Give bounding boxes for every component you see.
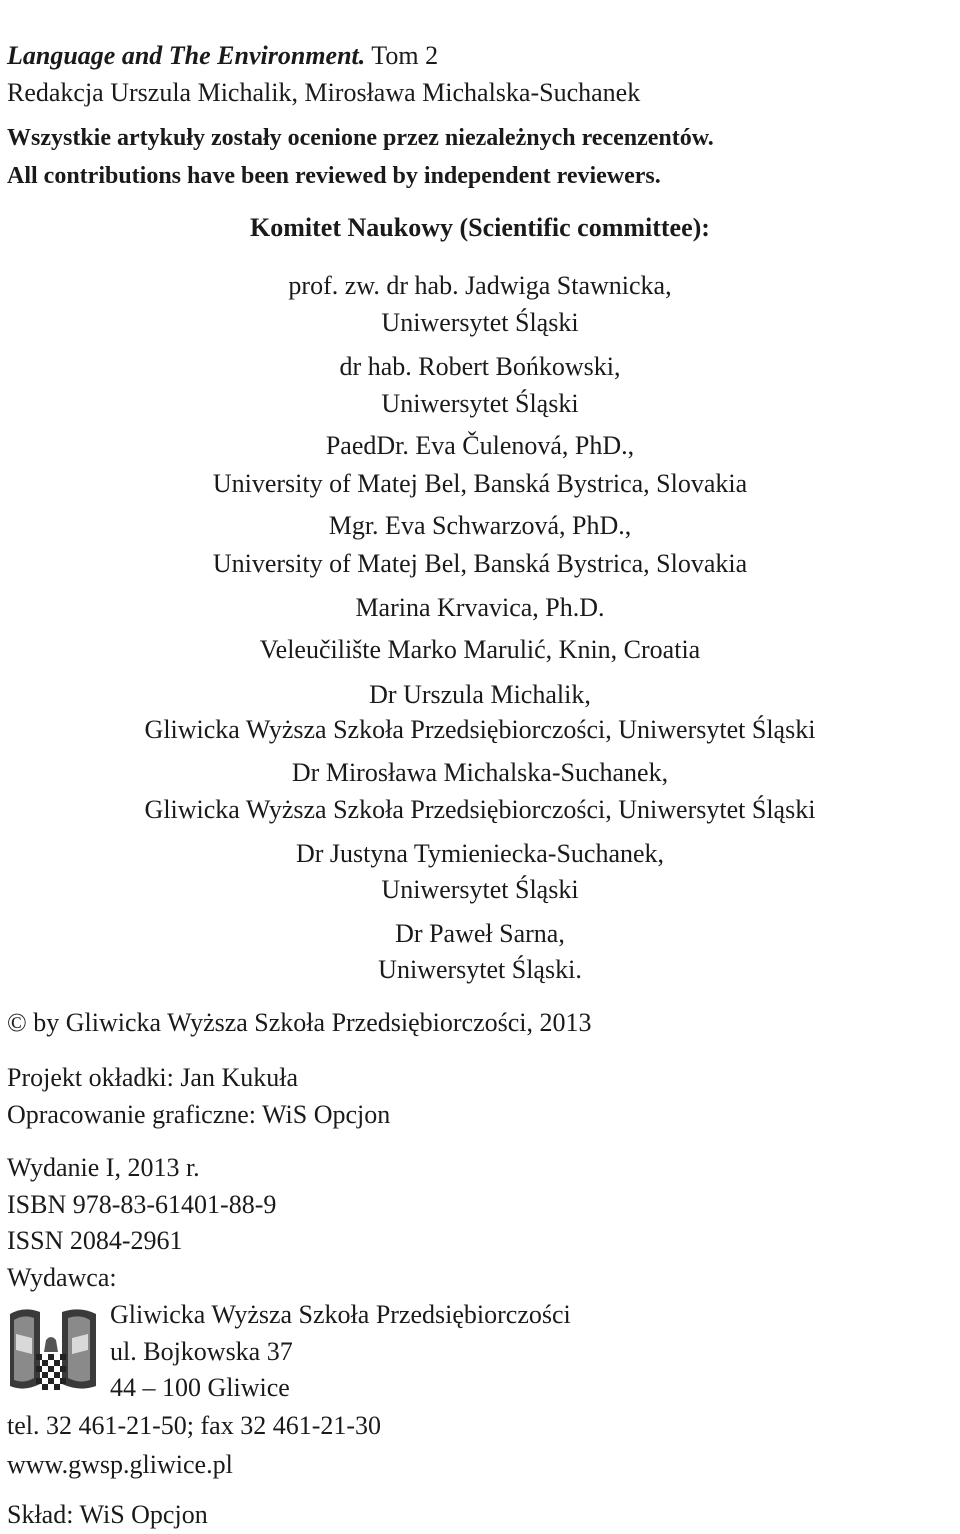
publisher-name: Gliwicka Wyższa Szkoła Przedsiębiorczości bbox=[110, 1300, 571, 1329]
committee-member-name: Dr Paweł Sarna, bbox=[395, 919, 565, 948]
committee-member-affiliation: University of Matej Bel, Banská Bystrica, Slovakia bbox=[212, 469, 748, 498]
title-line bbox=[7, 43, 438, 69]
committee-member-affiliation: Gliwicka Wyższa Szkoła Przedsiębiorczości, Uniwersytet Śląski bbox=[144, 715, 816, 744]
cover-design-credit: Projekt okładki: Jan Kukuła bbox=[7, 1063, 299, 1092]
book-title: Language and The Environment. bbox=[7, 41, 366, 70]
committee-member-affiliation: Gliwicka Wyższa Szkoła Przedsiębiorczości, Uniwersytet Śląski bbox=[144, 795, 816, 824]
publisher-city: 44 – 100 Gliwice bbox=[110, 1373, 290, 1402]
publisher-phone: tel. 32 461-21-50; fax 32 461-21-30 bbox=[7, 1411, 382, 1440]
edition-line: Wydanie I, 2013 r. bbox=[7, 1153, 200, 1182]
committee-member-name: PaedDr. Eva Čulenová, PhD., bbox=[325, 431, 635, 460]
committee-member-name: Dr Mirosława Michalska-Suchanek, bbox=[291, 758, 669, 787]
committee-member-name: Mgr. Eva Schwarzová, PhD., bbox=[328, 511, 632, 540]
committee-member-name: Marina Krvavica, Ph.D. bbox=[355, 593, 605, 622]
issn-line: ISSN 2084-2961 bbox=[7, 1226, 183, 1255]
committee-member-affiliation: Uniwersytet Śląski bbox=[381, 389, 579, 418]
typesetting-credit: Skład: WiS Opcjon bbox=[7, 1500, 208, 1529]
review-note-en: All contributions have been reviewed by independent reviewers. bbox=[7, 163, 661, 189]
graphic-design-credit: Opracowanie graficzne: WiS Opcjon bbox=[7, 1100, 391, 1129]
committee-member-name: Dr Justyna Tymieniecka-Suchanek, bbox=[295, 839, 665, 868]
committee-member-affiliation: Uniwersytet Śląski bbox=[381, 875, 579, 904]
committee-member-affiliation: Veleučilište Marko Marulić, Knin, Croatia bbox=[259, 635, 701, 664]
committee-member-affiliation: Uniwersytet Śląski. bbox=[378, 955, 582, 984]
publisher-logo-icon bbox=[6, 1304, 98, 1398]
editors-line: Redakcja Urszula Michalik, Mirosława Michalska-Suchanek bbox=[7, 78, 641, 107]
publisher-label: Wydawca: bbox=[7, 1263, 117, 1292]
committee-member-affiliation: University of Matej Bel, Banská Bystrica, Slovakia bbox=[212, 549, 748, 578]
publisher-street: ul. Bojkowska 37 bbox=[110, 1337, 293, 1366]
committee-member-affiliation: Uniwersytet Śląski bbox=[381, 308, 579, 337]
publisher-website: www.gwsp.gliwice.pl bbox=[7, 1450, 233, 1479]
copyright-line: © by Gliwicka Wyższa Szkoła Przedsiębiorczości, 2013 bbox=[7, 1008, 592, 1037]
committee-member-name: Dr Urszula Michalik, bbox=[369, 680, 591, 709]
committee-heading: Komitet Naukowy (Scientific committee): bbox=[250, 213, 710, 242]
committee-member-name: dr hab. Robert Bońkowski, bbox=[339, 352, 621, 381]
isbn-line: ISBN 978-83-61401-88-9 bbox=[7, 1190, 277, 1219]
volume: Tom 2 bbox=[365, 41, 439, 70]
committee-member-name: prof. zw. dr hab. Jadwiga Stawnicka, bbox=[288, 271, 672, 300]
review-note-pl: Wszystkie artykuły zostały ocenione przez niezależnych recenzentów. bbox=[7, 125, 714, 151]
